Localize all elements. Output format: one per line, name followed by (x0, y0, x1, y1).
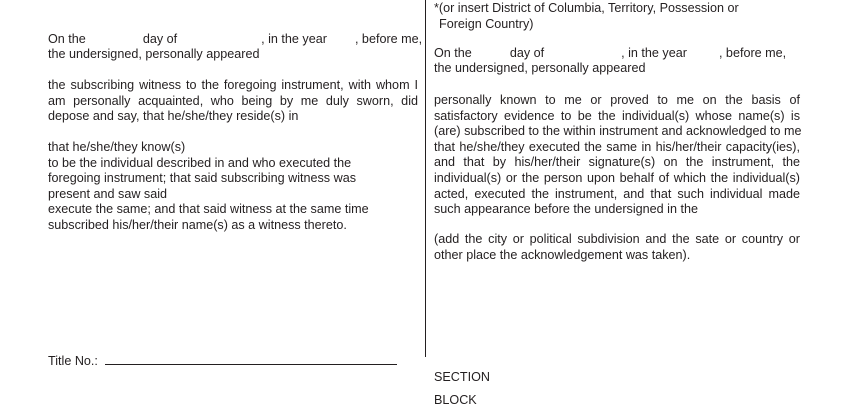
paragraph-line: depose and say, that he/she/they reside(s) in (48, 109, 299, 124)
title-no-label: Title No.: (48, 354, 98, 368)
paragraph-line: (are) subscribed to the within instrument and acknowledged to me (434, 124, 802, 139)
left-on-the-line (48, 32, 423, 48)
right-on-the-label: On the (434, 46, 472, 60)
section-label: SECTION (434, 370, 490, 384)
right-undersigned-line: the undersigned, personally appeared (434, 61, 646, 75)
left-witness-paragraph (48, 78, 418, 125)
paragraph-line: acted, executed the instrument, and that such individual made (434, 186, 800, 201)
left-in-the-year-label: , in the year (261, 32, 327, 46)
insert-note-line: Foreign Country) (439, 16, 534, 31)
add-city-paragraph (434, 232, 800, 263)
left-on-the-label: On the (48, 32, 86, 46)
left-undersigned-line: the undersigned, personally appeared (48, 47, 260, 61)
left-before-me-label: , before me, (354, 32, 423, 46)
paragraph-line: the subscribing witness to the foregoing instrument, with whom I (48, 78, 418, 92)
left-know-paragraph (48, 140, 418, 234)
paragraph-line: (add the city or political subdivision and the sate or country or (434, 232, 800, 246)
paragraph-line: such appearance before the undersigned in the (434, 202, 698, 217)
paragraph-line: that he/she/they executed the same in his/her/their capacity(ies), (434, 139, 800, 154)
paragraph-line: individual(s) or the person upon behalf of which the individual(s) (434, 170, 800, 185)
paragraph-line: execute the same; and that said witness at the same time (48, 202, 369, 217)
paragraph-line: personally known to me or proved to me on the basis of (434, 93, 800, 107)
paragraph-line: am personally acquainted, who being by me duly sworn, did (48, 93, 418, 108)
paragraph-line: other place the acknowledgement was taken). (434, 247, 691, 262)
paragraph-line: foregoing instrument; that said subscribing witness was (48, 171, 356, 186)
left-day-of-label: day of (142, 32, 178, 46)
insert-note (434, 1, 739, 32)
right-day-of-label: day of (509, 46, 545, 60)
title-no-field[interactable] (105, 352, 397, 365)
right-before-me-label: , before me, (718, 46, 787, 60)
paragraph-line: subscribed his/her/their name(s) as a witness thereto. (48, 217, 347, 232)
block-label: BLOCK (434, 393, 477, 407)
title-no-row (48, 352, 397, 370)
insert-note-line: *(or insert District of Columbia, Territory, Possession or (434, 1, 739, 15)
paragraph-line: that he/she/they know(s) (48, 140, 186, 154)
right-known-paragraph (434, 93, 800, 218)
right-in-the-year-label: , in the year (621, 46, 687, 60)
right-on-the-line (434, 46, 798, 62)
column-divider (425, 0, 426, 357)
paragraph-line: satisfactory evidence to be the individual(s) whose name(s) is (434, 108, 800, 123)
paragraph-line: present and saw said (48, 186, 168, 201)
paragraph-line: and that by his/her/their signature(s) on the instrument, the (434, 155, 800, 170)
paragraph-line: to be the individual described in and who executed the (48, 155, 352, 170)
